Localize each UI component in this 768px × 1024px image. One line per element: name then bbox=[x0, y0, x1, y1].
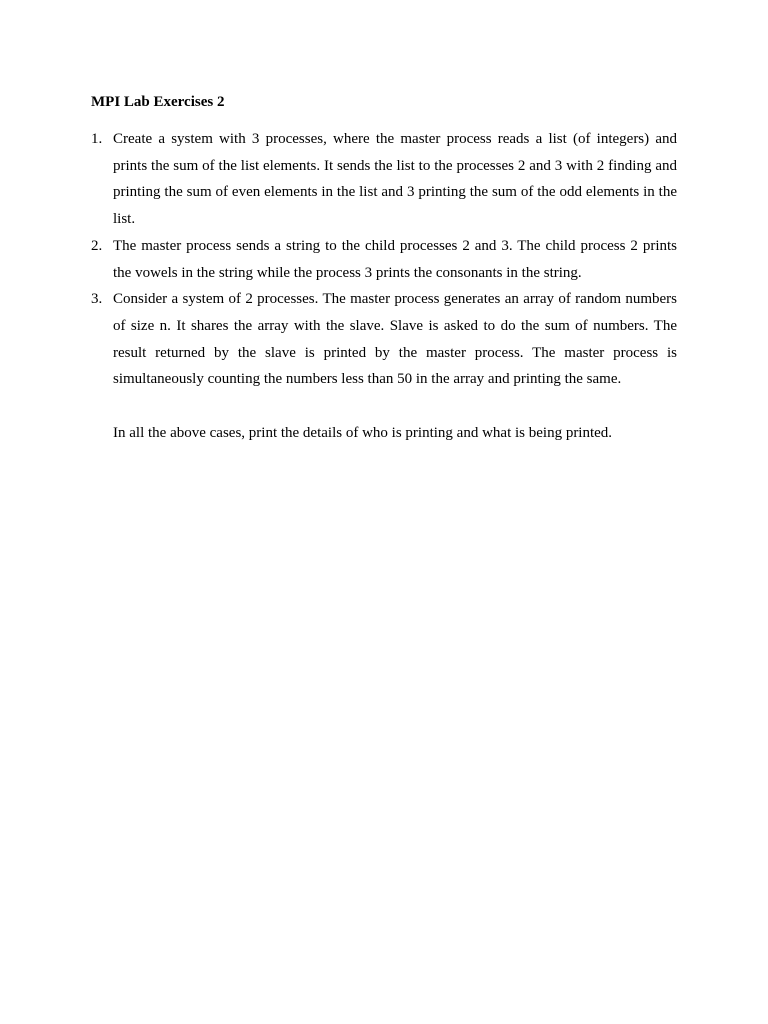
exercise-number: 3. bbox=[91, 291, 103, 308]
exercise-item-1 bbox=[91, 126, 677, 233]
document-title: MPI Lab Exercises 2 bbox=[91, 94, 225, 110]
exercise-text: Consider a system of 2 processes. The master process generates an array of random numbers of size n. It shares the array with the slave. Slave is asked to do the sum of numbers. The result returned by the slave is printed by the master process. The master process is simultaneously counting the numbers less than 50 in the array and printing the same. bbox=[113, 291, 677, 388]
exercise-text: Create a system with 3 processes, where the master process reads a list (of integers) and prints the sum of the list elements. It sends the list to the processes 2 and 3 with 2 finding and printing the sum of even elements in the list and 3 printing the sum of the odd elements in the list. bbox=[113, 131, 677, 228]
exercise-item-3 bbox=[91, 286, 677, 393]
exercise-number: 1. bbox=[91, 131, 103, 147]
document-page bbox=[91, 93, 677, 446]
exercise-number: 2. bbox=[91, 237, 103, 254]
exercise-list bbox=[91, 126, 677, 393]
general-note: In all the above cases, print the details of who is printing and what is being printed. bbox=[113, 424, 613, 441]
exercise-item-2 bbox=[91, 233, 677, 286]
exercise-text: The master process sends a string to the child processes 2 and 3. The child process 2 prints the vowels in the string while the process 3 prints the consonants in the string. bbox=[113, 237, 677, 281]
